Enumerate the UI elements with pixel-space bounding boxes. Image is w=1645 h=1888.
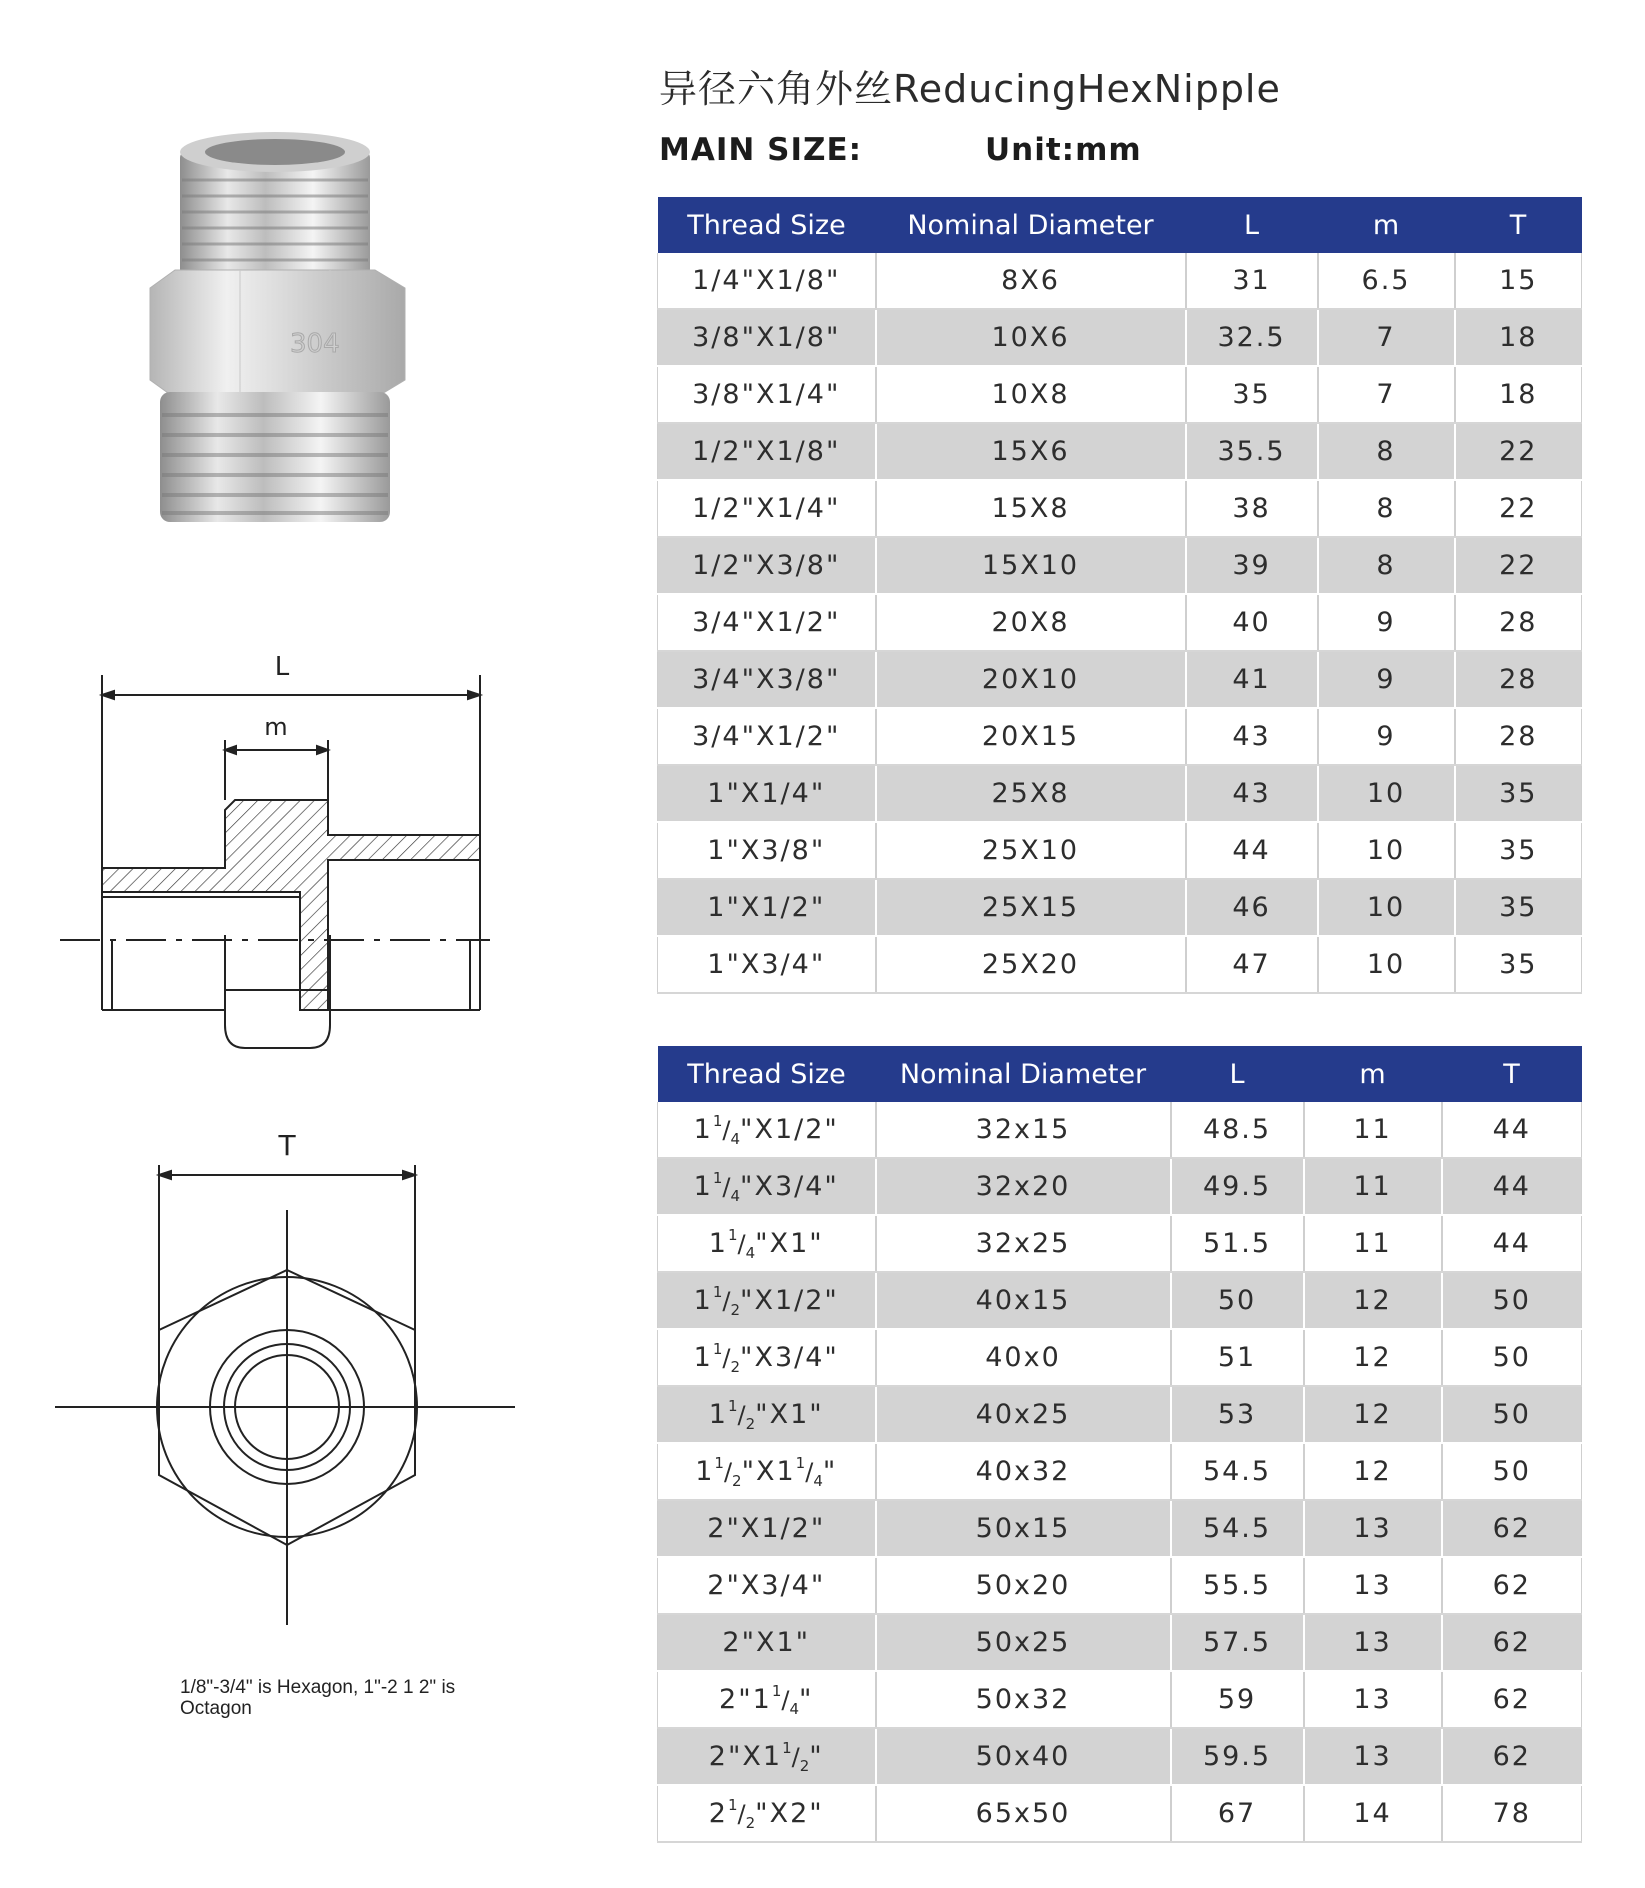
cell-thread-size: 1"X1/4": [658, 765, 876, 822]
cell-nominal-diameter: 50x15: [876, 1500, 1171, 1557]
cell-m: 10: [1318, 765, 1455, 822]
table-row: [658, 1272, 1582, 1329]
cell-nominal-diameter: 25X15: [876, 879, 1186, 936]
cell-l: 49.5: [1171, 1158, 1304, 1215]
table-row: [658, 1102, 1582, 1158]
cell-m: 12: [1304, 1272, 1442, 1329]
header-l: L: [1186, 197, 1318, 253]
cell-t: 22: [1455, 480, 1582, 537]
table-row: [658, 1158, 1582, 1215]
cell-l: 51: [1171, 1329, 1304, 1386]
cell-t: 35: [1455, 879, 1582, 936]
cell-t: 50: [1442, 1329, 1582, 1386]
table-row: [658, 708, 1582, 765]
cell-nominal-diameter: 40x25: [876, 1386, 1171, 1443]
cell-thread-size: 2"X3/4": [658, 1557, 876, 1614]
cell-thread-size: 3/8"X1/4": [658, 366, 876, 423]
cell-thread-size: 1"X3/8": [658, 822, 876, 879]
cell-nominal-diameter: 50x32: [876, 1671, 1171, 1728]
cell-m: 9: [1318, 594, 1455, 651]
cell-t: 28: [1455, 594, 1582, 651]
header-nominal-diameter: Nominal Diameter: [876, 1046, 1171, 1102]
cell-thread-size: 1/2"X3/8": [658, 537, 876, 594]
cell-t: 62: [1442, 1500, 1582, 1557]
cell-t: 50: [1442, 1272, 1582, 1329]
cell-nominal-diameter: 20X8: [876, 594, 1186, 651]
cell-t: 22: [1455, 537, 1582, 594]
cell-nominal-diameter: 25X8: [876, 765, 1186, 822]
cell-t: 62: [1442, 1557, 1582, 1614]
cell-t: 50: [1442, 1386, 1582, 1443]
table-row: [658, 1671, 1582, 1728]
cell-thread-size: $1^1/_4"X1/2$": [658, 1102, 876, 1158]
cell-m: 8: [1318, 423, 1455, 480]
cell-l: 35.5: [1186, 423, 1318, 480]
cell-nominal-diameter: 15X10: [876, 537, 1186, 594]
photo-mark: 304: [290, 329, 340, 359]
cell-l: 46: [1186, 879, 1318, 936]
cell-l: 43: [1186, 708, 1318, 765]
cell-thread-size: $1^1/_4"X3/4$": [658, 1158, 876, 1215]
cell-m: 13: [1304, 1728, 1442, 1785]
cell-t: 22: [1455, 423, 1582, 480]
cell-nominal-diameter: 15X6: [876, 423, 1186, 480]
cell-l: 51.5: [1171, 1215, 1304, 1272]
cell-nominal-diameter: 50x25: [876, 1614, 1171, 1671]
header-thread-size: Thread Size: [658, 1046, 876, 1102]
cell-l: 67: [1171, 1785, 1304, 1842]
table-row: [658, 309, 1582, 366]
cell-nominal-diameter: 32x25: [876, 1215, 1171, 1272]
cell-l: 53: [1171, 1386, 1304, 1443]
header-t: T: [1442, 1046, 1582, 1102]
unit-label: Unit:mm: [985, 132, 1142, 168]
table-row: [658, 594, 1582, 651]
cell-t: 62: [1442, 1728, 1582, 1785]
cell-m: 13: [1304, 1614, 1442, 1671]
cell-nominal-diameter: 8X6: [876, 253, 1186, 309]
cell-nominal-diameter: 25X10: [876, 822, 1186, 879]
table-row: [658, 651, 1582, 708]
cell-m: 12: [1304, 1329, 1442, 1386]
cell-m: 6.5: [1318, 253, 1455, 309]
cell-l: 48.5: [1171, 1102, 1304, 1158]
dim-label-t: T: [278, 1129, 296, 1162]
cell-m: 11: [1304, 1102, 1442, 1158]
cell-m: 9: [1318, 708, 1455, 765]
side-section-drawing: [60, 630, 490, 1050]
cell-thread-size: 3/4"X1/2": [658, 708, 876, 765]
cell-nominal-diameter: 50x40: [876, 1728, 1171, 1785]
cell-t: 35: [1455, 765, 1582, 822]
cell-thread-size: $1^1/_2"X1/2$": [658, 1272, 876, 1329]
cell-m: 11: [1304, 1158, 1442, 1215]
cell-m: 11: [1304, 1215, 1442, 1272]
table-row: [658, 1728, 1582, 1785]
cell-m: 12: [1304, 1443, 1442, 1500]
cell-nominal-diameter: 32x20: [876, 1158, 1171, 1215]
cell-nominal-diameter: 32x15: [876, 1102, 1171, 1158]
cell-l: 54.5: [1171, 1500, 1304, 1557]
cell-t: 78: [1442, 1785, 1582, 1842]
header-m: m: [1318, 197, 1455, 253]
cell-m: 10: [1318, 879, 1455, 936]
cell-l: 35: [1186, 366, 1318, 423]
cell-l: 55.5: [1171, 1557, 1304, 1614]
cell-thread-size: $2"X1^1/_2$": [658, 1728, 876, 1785]
cell-l: 40: [1186, 594, 1318, 651]
cell-thread-size: 1/2"X1/4": [658, 480, 876, 537]
cell-nominal-diameter: 40x32: [876, 1443, 1171, 1500]
cell-l: 59: [1171, 1671, 1304, 1728]
cell-thread-size: 1/4"X1/8": [658, 253, 876, 309]
cell-thread-size: 3/4"X1/2": [658, 594, 876, 651]
cell-thread-size: 1"X3/4": [658, 936, 876, 993]
table-row: [658, 822, 1582, 879]
cell-l: 39: [1186, 537, 1318, 594]
header-l: L: [1171, 1046, 1304, 1102]
cell-t: 44: [1442, 1102, 1582, 1158]
size-table-large: [657, 1046, 1582, 1843]
cell-thread-size: $1^1/_2"X1$": [658, 1386, 876, 1443]
cell-m: 13: [1304, 1671, 1442, 1728]
cell-m: 7: [1318, 366, 1455, 423]
table-row: [658, 1614, 1582, 1671]
cell-t: 35: [1455, 822, 1582, 879]
cell-thread-size: $1^1/_2"X3/4$": [658, 1329, 876, 1386]
cell-t: 44: [1442, 1158, 1582, 1215]
cell-l: 41: [1186, 651, 1318, 708]
table-row: [658, 480, 1582, 537]
size-table-small: [657, 197, 1582, 994]
cell-t: 28: [1455, 708, 1582, 765]
cell-m: 8: [1318, 480, 1455, 537]
cell-l: 31: [1186, 253, 1318, 309]
cell-nominal-diameter: 15X8: [876, 480, 1186, 537]
cell-thread-size: 1"X1/2": [658, 879, 876, 936]
cell-l: 32.5: [1186, 309, 1318, 366]
table-row: [658, 1557, 1582, 1614]
table-header-row: [658, 1046, 1582, 1102]
cell-m: 10: [1318, 936, 1455, 993]
cell-nominal-diameter: 65x50: [876, 1785, 1171, 1842]
cell-l: 44: [1186, 822, 1318, 879]
header-t: T: [1455, 197, 1582, 253]
cell-t: 62: [1442, 1671, 1582, 1728]
cell-l: 54.5: [1171, 1443, 1304, 1500]
cell-m: 13: [1304, 1557, 1442, 1614]
cell-t: 18: [1455, 366, 1582, 423]
cell-thread-size: $1^1/_4"X1$": [658, 1215, 876, 1272]
header-thread-size: Thread Size: [658, 197, 876, 253]
cell-l: 59.5: [1171, 1728, 1304, 1785]
page-title: 异径六角外丝ReducingHexNipple: [659, 67, 1281, 111]
product-photo: [130, 130, 420, 540]
cell-t: 50: [1442, 1443, 1582, 1500]
dim-label-l: L: [274, 652, 290, 682]
cell-l: 50: [1171, 1272, 1304, 1329]
cell-thread-size: $1^1/_2"X1^1/_4$": [658, 1443, 876, 1500]
end-view-drawing: [55, 1120, 515, 1630]
cell-m: 10: [1318, 822, 1455, 879]
cell-nominal-diameter: 25X20: [876, 936, 1186, 993]
cell-m: 7: [1318, 309, 1455, 366]
cell-m: 13: [1304, 1500, 1442, 1557]
main-size-label: MAIN SIZE:: [659, 132, 863, 168]
table-row: [658, 1500, 1582, 1557]
cell-t: 18: [1455, 309, 1582, 366]
cell-m: 8: [1318, 537, 1455, 594]
table-row: [658, 765, 1582, 822]
cell-t: 28: [1455, 651, 1582, 708]
table-row: [658, 1785, 1582, 1842]
cell-m: 14: [1304, 1785, 1442, 1842]
cell-l: 38: [1186, 480, 1318, 537]
cell-t: 62: [1442, 1614, 1582, 1671]
header-m: m: [1304, 1046, 1442, 1102]
cell-nominal-diameter: 20X15: [876, 708, 1186, 765]
table-row: [658, 879, 1582, 936]
table-row: [658, 1443, 1582, 1500]
table-row: [658, 1386, 1582, 1443]
table-row: [658, 253, 1582, 309]
table-row: [658, 423, 1582, 480]
shape-note: 1/8"-3/4" is Hexagon, 1"-2 1 2" is Octagon: [180, 1677, 456, 1719]
table-row: [658, 936, 1582, 993]
cell-t: 44: [1442, 1215, 1582, 1272]
dim-label-m: m: [264, 713, 288, 741]
cell-l: 43: [1186, 765, 1318, 822]
cell-thread-size: 3/8"X1/8": [658, 309, 876, 366]
cell-m: 12: [1304, 1386, 1442, 1443]
cell-m: 9: [1318, 651, 1455, 708]
cell-l: 47: [1186, 936, 1318, 993]
cell-nominal-diameter: 40x0: [876, 1329, 1171, 1386]
header-nominal-diameter: Nominal Diameter: [876, 197, 1186, 253]
cell-thread-size: 2"X1": [658, 1614, 876, 1671]
cell-thread-size: 1/2"X1/8": [658, 423, 876, 480]
cell-nominal-diameter: 10X6: [876, 309, 1186, 366]
table-row: [658, 366, 1582, 423]
cell-thread-size: $2"1^1/_4$": [658, 1671, 876, 1728]
cell-nominal-diameter: 20X10: [876, 651, 1186, 708]
cell-l: 57.5: [1171, 1614, 1304, 1671]
cell-thread-size: $2^1/_2"X2$": [658, 1785, 876, 1842]
cell-thread-size: 2"X1/2": [658, 1500, 876, 1557]
cell-nominal-diameter: 50x20: [876, 1557, 1171, 1614]
table-row: [658, 1215, 1582, 1272]
cell-thread-size: 3/4"X3/8": [658, 651, 876, 708]
table-row: [658, 1329, 1582, 1386]
table-header-row: [658, 197, 1582, 253]
cell-nominal-diameter: 40x15: [876, 1272, 1171, 1329]
cell-t: 35: [1455, 936, 1582, 993]
cell-t: 15: [1455, 253, 1582, 309]
table-row: [658, 537, 1582, 594]
cell-nominal-diameter: 10X8: [876, 366, 1186, 423]
